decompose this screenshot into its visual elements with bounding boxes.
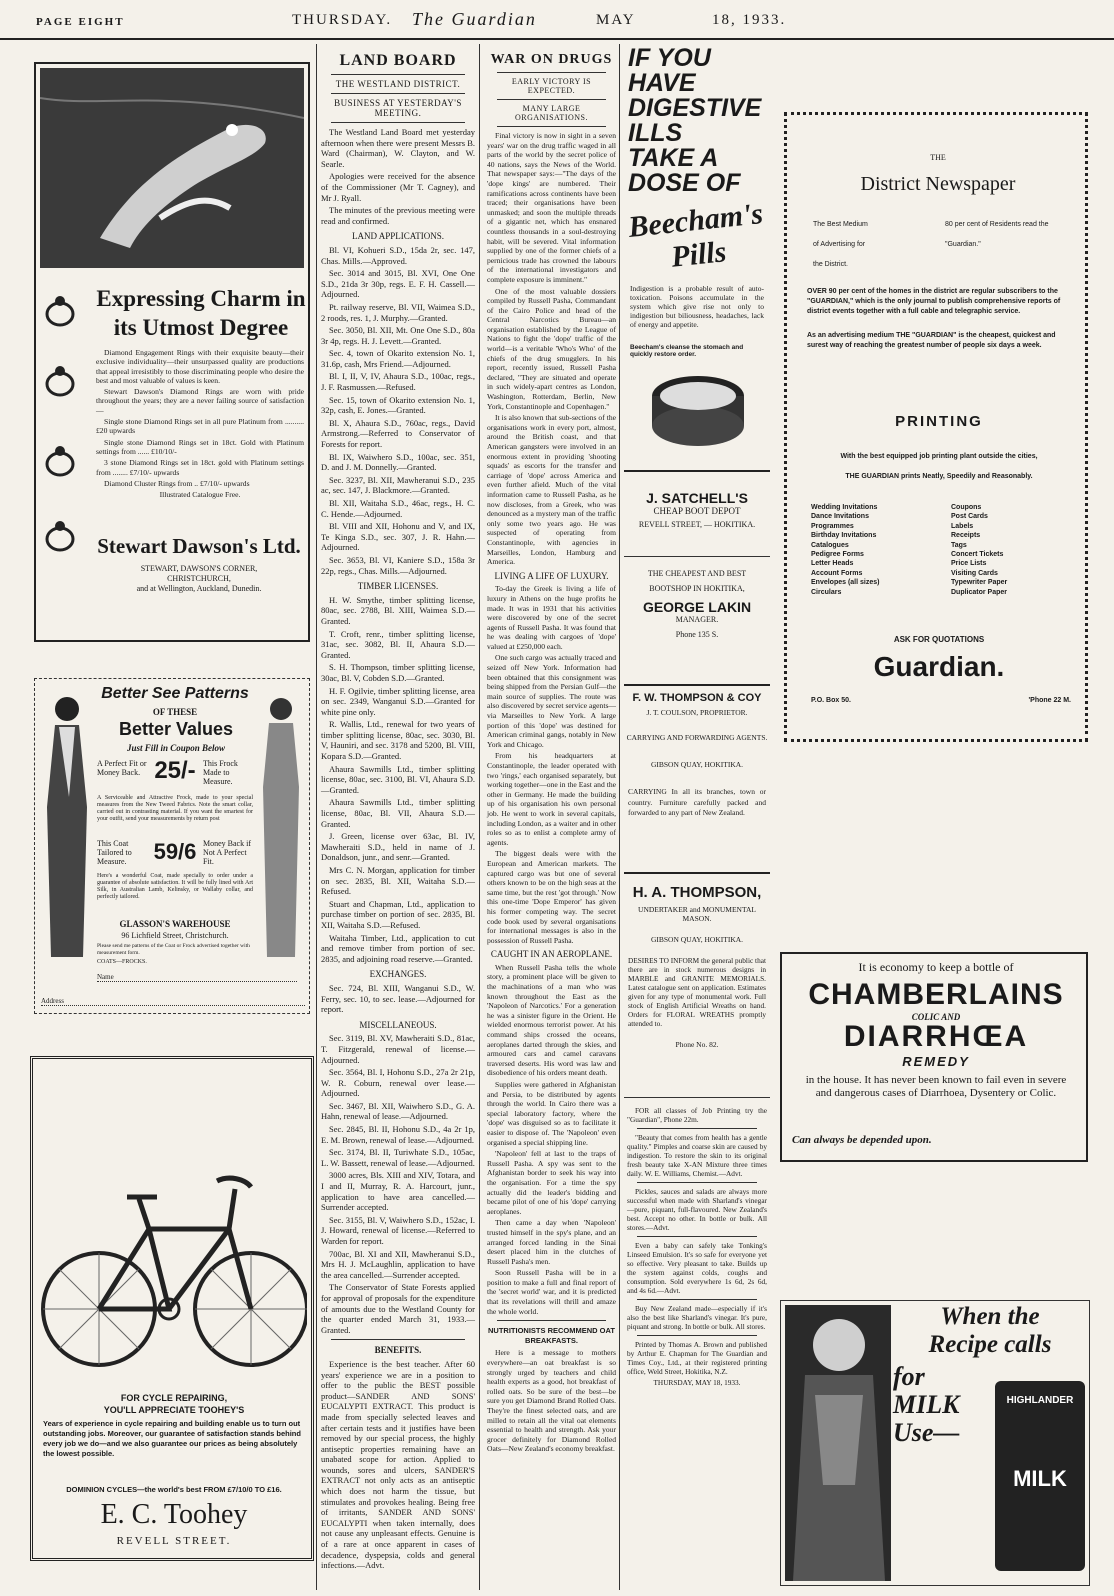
list-item: Bl. XII, Waitaha S.D., 46ac, regs., H. C. C. Hende.—Adjourned. [321, 498, 475, 519]
ha-thompson-address: GIBSON QUAY, HOKITIKA. [650, 935, 744, 944]
chamberlain-brand: CHAMBERLAINS [808, 978, 1064, 1011]
cycle-appreciate: YOU'LL APPRECIATE TOOHEY'S [103, 1405, 245, 1415]
list-item: Pedigree Forms [811, 551, 864, 559]
ha-thompson-body: DESIRES TO INFORM the general public that there are in stock numerous designs in MARBLE and GRANITE MEMORIALS. Latest catalogue sent on application. Estimates given for any type of monumental work. Full stock of English Artificial Wreaths on hand. Orders for FLORAL WREATHS promptly attended to. [628, 956, 766, 1028]
section-heading: EXCHANGES. [369, 969, 427, 980]
paragraph: The Westland Land Board met yesterday afternoon when there were present Messrs B. Ward (Chairman), W. Clayton, and W. Searle. [321, 127, 475, 169]
district-title: District Newspaper [860, 173, 1016, 195]
toohey-cycle-ad [30, 1056, 314, 1561]
highlander-ad [780, 1300, 1090, 1586]
headline-line: MILK [893, 1390, 960, 1419]
list-item: Sec. 3564, Bl. I, Hohonu S.D., 27a 2r 21p, W. R. Coburn, renewal over lease.—Adjourned. [321, 1067, 475, 1099]
list-item: Visiting Cards [951, 569, 998, 577]
drugs-sub-2: MANY LARGE ORGANISATIONS. [514, 104, 588, 122]
headline-line: IF YOU [628, 44, 711, 72]
list-item: Coupons [951, 504, 982, 511]
list-item: Wedding Invitations [811, 504, 878, 511]
list-item: Birthday Invitations [811, 532, 877, 540]
thompson-coy-body: CARRYING In all its branches, town or country. Furniture carefully packed and forwarded to any part of New Zealand. [628, 787, 766, 818]
paragraph: Supplies were gathered in Afghanistan and Persia, to be distributed by agents through the world. In Cairo there was a special laboratory factory, where the 'dope' was disguised so as to facilitate it easier to dispose of. The 'Napoleon' even organised a special shipping line. [487, 1080, 616, 1147]
paragraph: Apologies were received for the absence of the Commissioner (Mr T. Cagney), and Mr J. Ryall. [321, 171, 475, 203]
jewellery-body [96, 348, 304, 499]
district-right-line: 80 per cent of Residents read the [945, 221, 1049, 228]
war-on-drugs-column [484, 44, 620, 1590]
name-field [97, 973, 297, 982]
headline-line: Use— [893, 1418, 960, 1447]
list-item: Programmes [811, 522, 854, 530]
bicycle-icon [39, 1119, 307, 1379]
nutrition-heading: NUTRITIONISTS RECOMMEND OAT BREAKFASTS. [488, 1326, 615, 1345]
address-label: Address [41, 997, 64, 1005]
thompson-coy-trade: CARRYING AND FORWARDING AGENTS. [626, 733, 768, 742]
list-item: 3000 acres, Bls. XIII and XIV, Totara, and I and II, Murray, R. A. Harcourt, junr., application to have area cancelled.—Surrender accepted. [321, 1170, 475, 1213]
list-item: Stuart and Chapman, Ltd., application to purchase timber on portion of sec. 2835, Bl. XII, Waitaha S.D.—Refused. [321, 898, 475, 930]
list-item: R. Wallis, Ltd., renewal for two years of timber splitting license, 80ac, sec. 3030, Bl. V, Hauniri, and sec. 3178 and 5200, Bl. VIII, Kopara S.D.—Granted. [321, 719, 475, 762]
highlander-for-milk [893, 1363, 993, 1447]
district-left-line: the District. [813, 261, 849, 268]
paragraph: One of the most valuable dossiers compiled by Russell Pasha, Commandant of the Cairo Police and head of the Central Narcotics Bureau—an organisation established by the League of Nations to fight the 'dope' traffic of the world—is a veritable 'Who's Who' of the chiefs of the drug smugglers. In his report, recently issued, Russell Pasha declared, "They are situated and operate in such widely-apart centres as London, Washington, Rotterdam, Berlin, New York, Constantinople and Copenhagen." [487, 286, 616, 411]
list-item: Sec. 3653, Bl. VI, Kaniere S.D., 158a 3r 22p, regs., Chas. Mills.—Adjourned. [321, 554, 475, 576]
name-label: Name [97, 973, 114, 981]
headline-line: Recipe calls [928, 1331, 1052, 1358]
district-printing: PRINTING [895, 413, 983, 430]
masthead-title: The Guardian [412, 9, 537, 29]
lakin-line-2: BOOTSHOP IN HOKITIKA, [649, 584, 745, 593]
list-item: Post Cards [951, 513, 988, 521]
address-line: CHRISTCHURCH, [167, 574, 231, 583]
list-item: Catalogues [811, 541, 849, 549]
land-board-sub: BUSINESS AT YESTERDAY'S MEETING. [334, 98, 462, 118]
headline-line-1: Expressing Charm in [96, 286, 306, 311]
paragraph: The biggest deals were with the European and American markets. The captured cargo was but one of several others known to be on the high seas at the same time, but the rest 'got through.' Now this one-time 'Dope Emperor' has given his former competing way. The secret code book used by several organisations for international messages is also in the possession of Russell Pasha. [487, 849, 616, 945]
jewellery-headline [96, 284, 306, 342]
headline-line: DIGESTIVE [628, 94, 762, 122]
district-quote: ASK FOR QUOTATIONS [893, 635, 985, 644]
district-left-line: The Best Medium [813, 221, 868, 228]
paragraph: Final victory is now in sight in a seven years' war on the drug traffic waged in all parts of the world by the secret police of 40 nations, says the News of the World. That newspaper says:—"The days of the 'dope kings' are numbered. Their ramifications across continents have been traced; their organisations have been unmasked; and soon the multiple threads of a gigantic net, which has ensnared countless thousands in a soul-destroying habit, will be severed. Vital information supplied by one of the former chiefs of a pernicious trade has crowned the labours of the international investigators and complete exposure is imminent." [487, 131, 616, 284]
nutrition-body: Here is a message to mothers everywhere—an oat breakfast is so strongly urged by teachers and child health experts as a good, hot breakfast of rolled oats. So be sure of the best—be sure you get Diamond Brand Rolled Oats. They're the finest selected oats, and are milled to retain all the vital oat elements essential to health and strength. Ask your grocer definitely for Diamond Rolled Oats—New Zealand's economy breakfast. [487, 1348, 616, 1454]
chamberlain-ad [780, 952, 1088, 1162]
fashion-of-these: OF THESE [152, 707, 198, 717]
list-item: Sec. 3050, Bl. XII, Mt. One One S.D., 80a 3r 4p, regs. H. J. Levett.—Granted. [321, 325, 475, 346]
list-item: Dance Invitations [811, 513, 869, 521]
satchell-street: REVELL STREET, — HOKITIKA. [638, 520, 756, 529]
district-right-line: "Guardian." [945, 241, 981, 248]
price-item: Single stone Diamond Rings set in 18ct. Gold with Platinum settings from ...... £10/10/- [96, 437, 304, 456]
address-field [41, 997, 305, 1006]
headline-line: HAVE [628, 69, 696, 97]
fashion-title-1: Better See Patterns [101, 685, 249, 702]
frock-description: A Serviceable and Attractive Frock, made to your special measures from the New Tweed Fabrics. Note the smart collar, carried out in contrasting material. If you want the smartest for your outfit, send your measurements by return post [97, 795, 253, 822]
district-po-box: P.O. Box 50. [811, 697, 851, 704]
ha-thompson-trade: UNDERTAKER and MONUMENTAL MASON. [638, 905, 756, 923]
benefits-body: Experience is the best teacher. After 60 years' experience we are in a position to offer to the public the BEST possible product—SANDER AND SONS' EUCALYPTI EXTRACT. This product is made from specially selected leaves and after certain tests and it justifies have been removed by our special process, the highly antiseptic properties remaining have an unabated scope for action. Applied to wounds, sores and ulcers, SANDER'S EXTRACT not only acts as an antiseptic which does not harm the tissue, but stimulates and provokes healing. Being free of irritants, SANDER AND SONS' EUCALYPTI when taken internally, does not cause any unpleasant effects. Genuine is of a rare at once apparent in cases of decadence, dyspepsia, colds and general infections.—Advt. [321, 1358, 475, 1571]
beechams-brand: Beecham's Pills [626, 197, 765, 274]
woman-figure-left [39, 687, 95, 967]
pill-box-icon [646, 364, 750, 454]
fashion-title-2: Better Values [118, 719, 234, 739]
thompson-coy-name: F. W. THOMPSON & COY [632, 692, 762, 704]
district-medium: As an advertising medium THE "GUARDIAN" is the cheapest, quickest and surest way of reaching the greatest number of people six days a week. [807, 332, 1056, 349]
satchell-ad [624, 480, 770, 550]
catalogue-note: Illustrated Catalogue Free. [159, 490, 241, 500]
list-item: Sec. 3237, Bl. XII, Mawheranui S.D., 235 ac, sec. 147, J. Blackmore.—Granted. [321, 474, 475, 496]
jewellery-brand: Stewart Dawson's Ltd. [97, 534, 301, 558]
cycle-dominion: DOMINION CYCLES—the world's best FROM £7/10/0 TO £16. [66, 1485, 282, 1494]
list-item: Sec. 2845, Bl. II, Hohonu S.D., 4a 2r 1p, E. M. Brown, renewal of lease.—Adjourned. [321, 1124, 475, 1145]
section-heading: CAUGHT IN AN AEROPLANE. [490, 949, 613, 960]
form-line: COATS—FROCKS. [97, 959, 147, 965]
land-board-district: THE WESTLAND DISTRICT. [335, 79, 461, 89]
xan-ad: "Beauty that comes from health has a gentle quality." Pimples and coarse skin are caused by indigestion. To restore the skin to its original fresh beauty take X-AN Mixture three times daily. W. E. Williams, Chemist.—Advt. [627, 1133, 767, 1178]
list-item: Pt. railway reserve, Bl. VII, Waimea S.D., 2 roods, res. 1, J. Murphy.—Granted. [321, 301, 475, 323]
ha-thompson-phone: Phone No. 82. [675, 1040, 719, 1049]
imprint-date: THURSDAY, MAY 18, 1933. [653, 1378, 741, 1387]
fashion-left-offer: A Perfect Fit or Money Back. [97, 759, 147, 777]
headline-line: ILLS [628, 119, 683, 147]
paragraph: The minutes of the previous meeting were read and confirmed. [321, 205, 475, 226]
list-item: Concert Tickets [951, 551, 1004, 559]
list-item: Receipts [951, 532, 981, 540]
beechams-ad [624, 44, 770, 472]
list-item: Mrs C. N. Morgan, application for timber on sec. 2835, Bl. XII, Waitaha S.D.—Refused. [321, 865, 475, 897]
cycle-repairs: FOR CYCLE REPAIRING, [120, 1393, 228, 1403]
list-item: Tags [951, 541, 967, 549]
toohey-street: REVELL STREET. [116, 1535, 232, 1547]
linseed-ad: Even a baby can safely take Tonking's Linseed Emulsion. It's so safe for everyone yet so effective. Very pleasant to take. Builds up the system against colds, coughs and consumption. Sold everywhere 1s 6d, 2s 6d, and 4s 6d.—Advt. [627, 1241, 767, 1295]
district-the: THE [930, 153, 946, 162]
small-ads [624, 1106, 770, 1590]
highlander-figure [785, 1305, 891, 1581]
ring-icons-column [42, 274, 82, 579]
list-item: Sec. 3467, Bl. XII, Waiwhero S.D., G. A. Hahn, renewal of lease.—Adjourned. [321, 1100, 475, 1122]
chamberlain-diarrhoea: DIARRHŒA [843, 1020, 1029, 1053]
district-right [945, 215, 1065, 255]
coat-right-offer: Money Back if Not A Perfect Fit. [203, 839, 251, 866]
list-item: Sec. 3119, Bl. XV, Mawheraiti S.D., 81ac, T. Fitzgerald, renewal of license.—Adjourned. [321, 1033, 475, 1065]
coat-description: Here's a wonderful Coat, made specially to order under a guarantee of absolute satisfaction. It will be fully lined with Art Silk, in Australian Lamb, Kelinsky, or Wallaby collar, and perfectly tailored. [97, 873, 253, 900]
list-item: Ahaura Sawmills Ltd., timber splitting license, 80ac, Bl. VII, Ahaura S.D.—Granted. [321, 797, 475, 829]
district-neatly: THE GUARDIAN prints Neatly, Speedily and Reasonably. [845, 473, 1033, 480]
list-item: H. F. Ogilvie, timber splitting license, area on sec. 2349, Wanganui S.D.—Granted for white pine only. [321, 685, 475, 717]
store-name: GLASSON'S WAREHOUSE [119, 919, 231, 929]
list-item: Bl. X, Ahaura S.D., 760ac, regs., David Armstrong.—Referred to Conservator of Forests for report. [321, 417, 475, 450]
list-item: Sec. 4, town of Okarito extension No. 1, 31.6p, cash, Mrs Friend.—Adjourned. [321, 348, 475, 369]
coat-left-offer: This Coat Tailored to Measure. [97, 839, 132, 866]
list-item: 700ac, Bl. XI and XII, Mawheranui S.D., Mrs H. J. McLaughlin, application to have the area cancelled.—Surrender accepted. [321, 1248, 475, 1280]
sharland-ad: Pickles, sauces and salads are always more successful when made with Sharland's vinegar—pure, piquant, full-flavoured. New Zealand's best. Accept no other. In bottle or bulk. All stores.—Advt. [627, 1187, 767, 1232]
price-item: 3 stone Diamond Rings set in 18ct. gold with Platinum settings from ........ £7/10/- upwards [96, 458, 304, 477]
list-item: Bl. I, II, V, IV, Ahaura S.D., 100ac, regs., J. F. Rasmussen.—Refused. [321, 371, 475, 393]
paragraph: It is also known that sub-sections of the organisations work in every port, almost, around the British coast, and that American gangsters were involved in an enormous extent in providing 'shooting squads' as escorts for the transfer and carriage of 'dope' across America and even further afield. Much of the vital information came to Russell Pasha, as he now discloses, from a Greek, who was denounced as a mystery man of the traffic only some two years ago. He was suspected of operating from Constantinople, with agencies in Marseilles, London, Hamburg and America. [487, 413, 616, 567]
fashion-right-offer: This Frock Made to Measure. [203, 759, 238, 786]
lakin-phone: Phone 135 S. [675, 630, 719, 639]
list-item: J. Green, license over 63ac, Bl. IV, Mawheraiti S.D., held in name of J. Donaldson, junr., and senr.—Granted. [321, 831, 475, 863]
district-left-line: of Advertising for [813, 241, 866, 248]
store-address: 96 Lichfield Street, Christchurch. [121, 931, 229, 940]
section-heading: LAND APPLICATIONS. [351, 231, 444, 242]
lakin-ad [624, 556, 770, 656]
paragraph: One such cargo was actually traced and seized off New York. Information had been obtained that this consignment was being shipped from the Persian Gulf—the main source of supplies. The route was also discovered by secret service agents—via Marseilles to New York. A large portion of this 'dope' was destined for American criminal gangs, notably in New York and Chicago. [487, 653, 616, 749]
list-item: Duplicator Paper [951, 588, 1008, 596]
paragraph: To-day the Greek is living a life of luxury in Athens on the huge profits he made. It was in 1931 that his activities were discovered by one of the secret agents of Russell Pasha. It was found that he was dealing with cargoes of 'dope' valued at £250,000 each. [487, 584, 616, 651]
headline-line: for [893, 1362, 925, 1391]
ring-icon [42, 274, 78, 574]
district-over-90: OVER 90 per cent of the homes in the district are regular subscribers to the "GUARDIAN," which is the only journal to publish comprehensive reports of district events together with a full cable and telegraphic service. [807, 288, 1061, 315]
ring-hand-illustration [40, 68, 304, 268]
hand-ring-image [40, 68, 304, 268]
list-item: Envelopes (all sizes) [811, 579, 880, 587]
list-item: T. Croft, renr., timber splitting license, 31ac, sec. 3082, Bl. II, Ahaura S.D.—Granted. [321, 628, 475, 660]
jewellery-para: Stewart Dawson's Diamond Rings are worn with pride throughout the years; they are a never failing source of satisfaction— [96, 387, 304, 415]
list-item: Bl. IX, Waiwhero S.D., 100ac, sec. 351, D. and J. M. Donnelly.—Granted. [321, 451, 475, 473]
chamberlain-colic: COLIC AND [911, 1012, 961, 1022]
list-item: Price Lists [951, 560, 987, 568]
highlander-tin-milk: MILK [1013, 1466, 1067, 1491]
chamberlain-tagline: Can always be depended upon. [792, 1134, 932, 1146]
price-item: Diamond Cluster Rings from .. £7/10/- upwards [104, 478, 250, 488]
headline-line: When the [940, 1303, 1040, 1330]
list-item: S. H. Thompson, timber splitting license, 30ac, Bl. V, Cobden S.D.—Granted. [321, 662, 475, 683]
drugs-body [487, 131, 616, 1454]
thompson-coy-ad [624, 684, 770, 874]
address-line: and at Wellington, Auckland, Dunedin. [136, 584, 262, 593]
district-plant: With the best equipped job printing plant outside the cities, [840, 453, 1038, 460]
list-item: Sec. 15, town of Okarito extension No. 1, 32p, cash, E. Jones.—Granted. [321, 394, 475, 416]
list-item: Letter Heads [811, 560, 854, 568]
woman-figure-right [255, 687, 307, 967]
chamberlain-remedy: REMEDY [902, 1054, 970, 1069]
lakin-role: MANAGER. [675, 615, 719, 624]
list-item: Sec. 3014 and 3015, Bl. XVI, One One S.D., 21da 3r 30p, regs. E. F. H. Cassell.—Adjourned. [321, 268, 475, 300]
paragraph: Then came a day when 'Napoleon' trusted himself in the spy's plane, and an arranged forced landing in the Sinai desert placed him in the clutches of Russell Pasha's men. [487, 1218, 616, 1266]
paragraph: From his headquarters at Constantinople, the leader operated with two 'rings,' each organised separately, but working together—one in the East and the other in Germany. He made the building up of his organisation his own personal job. He went to work in several capitals, including London, as a waiter and in other roles so as to enlist a complete army of agents. [487, 751, 616, 847]
beechams-headline [628, 46, 768, 196]
section-heading: LIVING A LIFE OF LUXURY. [494, 570, 609, 581]
list-item: The Conservator of State Forests applied for approval of proposals for the expenditure of amounts due to the Westland County for the quarter ended March 31, 1933.—Granted. [321, 1282, 475, 1335]
paragraph: 'Napoleon' fell at last to the traps of Russell Pasha. A spy was sent to the Afghanistan border to seek his way into the organisation. For a time the spy actually did the leader's bidding and became pilot of one of his 'dope' carrying aeroplanes. [487, 1149, 616, 1216]
list-item: H. W. Smythe, timber splitting license, 80ac, sec. 2788, Bl. XIII, Waimea S.D.—Granted. [321, 594, 475, 626]
list-item: Bl. VI, Kohueri S.D., 15da 2r, sec. 147, Chas. Mills.—Approved. [321, 244, 475, 266]
lakin-line-1: THE CHEAPEST AND BEST [647, 569, 747, 578]
land-board-title: LAND BOARD [339, 52, 457, 69]
headline-line-2: its Utmost Degree [113, 315, 289, 340]
paragraph: Soon Russell Pasha will be in a position to make a full and final report of the 'secret world' war, and it is predicted that its revelations will thrill and amaze the whole world. [487, 1268, 616, 1316]
drugs-sub-1: EARLY VICTORY IS EXPECTED. [511, 77, 592, 95]
district-newspaper-ad [784, 112, 1088, 742]
list-item: Sec. 3174, Bl. II, Turiwhate S.D., 105ac, L. W. Bassett, renewal of lease.—Adjourned. [321, 1147, 475, 1168]
beechams-tagline: Beecham's cleanse the stomach and quickly restore order. [630, 344, 744, 358]
section-heading: MISCELLANEOUS. [359, 1019, 437, 1030]
masthead-date: 18, 1933. [712, 12, 787, 28]
stewart-dawson-ad [34, 62, 310, 642]
section-heading: TIMBER LICENSES. [357, 581, 439, 592]
page-number: PAGE EIGHT [36, 16, 125, 28]
glassons-fashion-ad [34, 678, 310, 1014]
list-item: Ahaura Sawmills Ltd., timber splitting license, 80ac, sec. 3100, Bl. VI, Ahaura S.D.—Granted. [321, 763, 475, 795]
district-left-list [811, 503, 941, 597]
buy-nz-ad: Buy New Zealand made—especially if it's also the best like Sharland's vinegar. It's pure, piquant and strong. In bottle or bulk. All stores. [627, 1304, 767, 1331]
jewellery-address [92, 564, 306, 594]
price-item: Single stone Diamond Rings set in all pure Platinum from .......... £20 upwards [96, 417, 304, 436]
list-item: Labels [951, 522, 974, 530]
highlander-tin [995, 1381, 1085, 1571]
paragraph: When Russell Pasha tells the whole story, a prominent place will be given to the machinations of a man who was known throughout the East as the 'Napoleon of Narcotics.' For a generation he was a sinister figure in the Orient. He wielded enormous terrorist power. At his command ships crossed the oceans, aeroplanes darted through the skies, and armoured cars and camel caravans traversed deserts. His word was law and disobedience of his orders meant death. [487, 962, 616, 1078]
masthead-day: THURSDAY. [292, 12, 393, 28]
headline-line: DOSE OF [628, 169, 741, 197]
fashion-coupon: Just Fill in Coupon Below [126, 743, 226, 753]
highlander-tin-brand: HIGHLANDER [1006, 1395, 1074, 1406]
cycle-body: Years of experience in cycle repairing and building enable us to turn out outstanding jobs. Moreover, our guarantee of satisfaction stands behind every job we do—and we also guarantee our prices as being absolutely the lowest possible. [43, 1419, 301, 1458]
district-right-list [951, 503, 1071, 597]
list-item: Sec. 3155, Bl. V, Waiwhero S.D., 152ac, I. J. Howard, renewal of license.—Referred to Warden for report. [321, 1214, 475, 1246]
thompson-coy-proprietor: J. T. COULSON, PROPRIETOR. [646, 708, 748, 717]
list-item: Waitaha Timber, Ltd., application to cut and remove timber from portion of sec. 2835, and adjoining road reserve.—Granted. [321, 932, 475, 964]
list-item: Circulars [811, 588, 842, 596]
headline-line: TAKE A [628, 144, 719, 172]
toohey-brand: E. C. Toohey [100, 1499, 248, 1530]
ha-thompson-ad [624, 878, 770, 1098]
masthead-month: MAY [596, 12, 636, 28]
satchell-name: J. SATCHELL'S [646, 490, 748, 506]
chamberlain-top: It is economy to keep a bottle of [858, 960, 1014, 974]
land-board-body [321, 127, 475, 1571]
address-line: STEWART, DAWSON'S CORNER, [140, 564, 258, 573]
jewellery-intro: Diamond Engagement Rings with their exquisite beauty—their exclusive individuality—their unsurpassed quality are productions that appeal irresistibly to those discriminating people who desire the best and most valuable of values is keen. [96, 348, 304, 385]
benefits-heading: BENEFITS. [374, 1345, 422, 1356]
thompson-coy-address: GIBSON QUAY, HOKITIKA. [650, 760, 744, 769]
form-note: Please send me patterns of the Coat or Frock advertised together with measurement form. [97, 943, 250, 956]
satchell-depot: CHEAP BOOT DEPOT [653, 506, 741, 516]
list-item: Account Forms [811, 569, 863, 577]
district-left [813, 215, 933, 275]
list-item: Typewriter Paper [951, 579, 1008, 587]
masthead [0, 0, 1114, 40]
price-59-6: 59/6 [153, 839, 197, 864]
district-guardian: Guardian. [873, 651, 1005, 682]
land-board-column [316, 44, 480, 1590]
price-25: 25/- [154, 757, 196, 784]
chamberlain-body: in the house. It has never been known to fail even in severe and dangerous cases of Diarrhoea, Dysentery or Colic. [805, 1074, 1067, 1099]
beechams-body: Indigestion is a probable result of auto-toxication. Poisons accumulate in the system which give rise not only to indigestion but biliousness, headaches, lack of energy and appetite. [630, 284, 764, 329]
highlander-headline [893, 1303, 1087, 1359]
lakin-name: GEORGE LAKIN [642, 599, 752, 615]
ha-thompson-name: H. A. THOMPSON, [632, 884, 762, 901]
list-item: Sec. 724, Bl. XIII, Wanganui S.D., W. Ferry, sec. 10, to sec. lease.—Adjourned for report. [321, 982, 475, 1015]
job-printing-ad: FOR all classes of Job Printing try the "Guardian", Phone 22m. [627, 1106, 767, 1124]
list-item: Bl. VIII and XII, Hohonu and V, and IX, Te Kinga S.D., sec. 307, J. R. Hahn.—Adjourned. [321, 521, 475, 553]
imprint-text: Printed by Thomas A. Brown and published by Arthur E. Chapman for The Guardian and Times Coy., Ltd., at their registered printing office, Weld Street, Hokitika, N.Z. [627, 1340, 767, 1376]
district-phone: 'Phone 22 M. [1028, 697, 1071, 704]
drugs-title: WAR ON DRUGS [490, 52, 613, 67]
